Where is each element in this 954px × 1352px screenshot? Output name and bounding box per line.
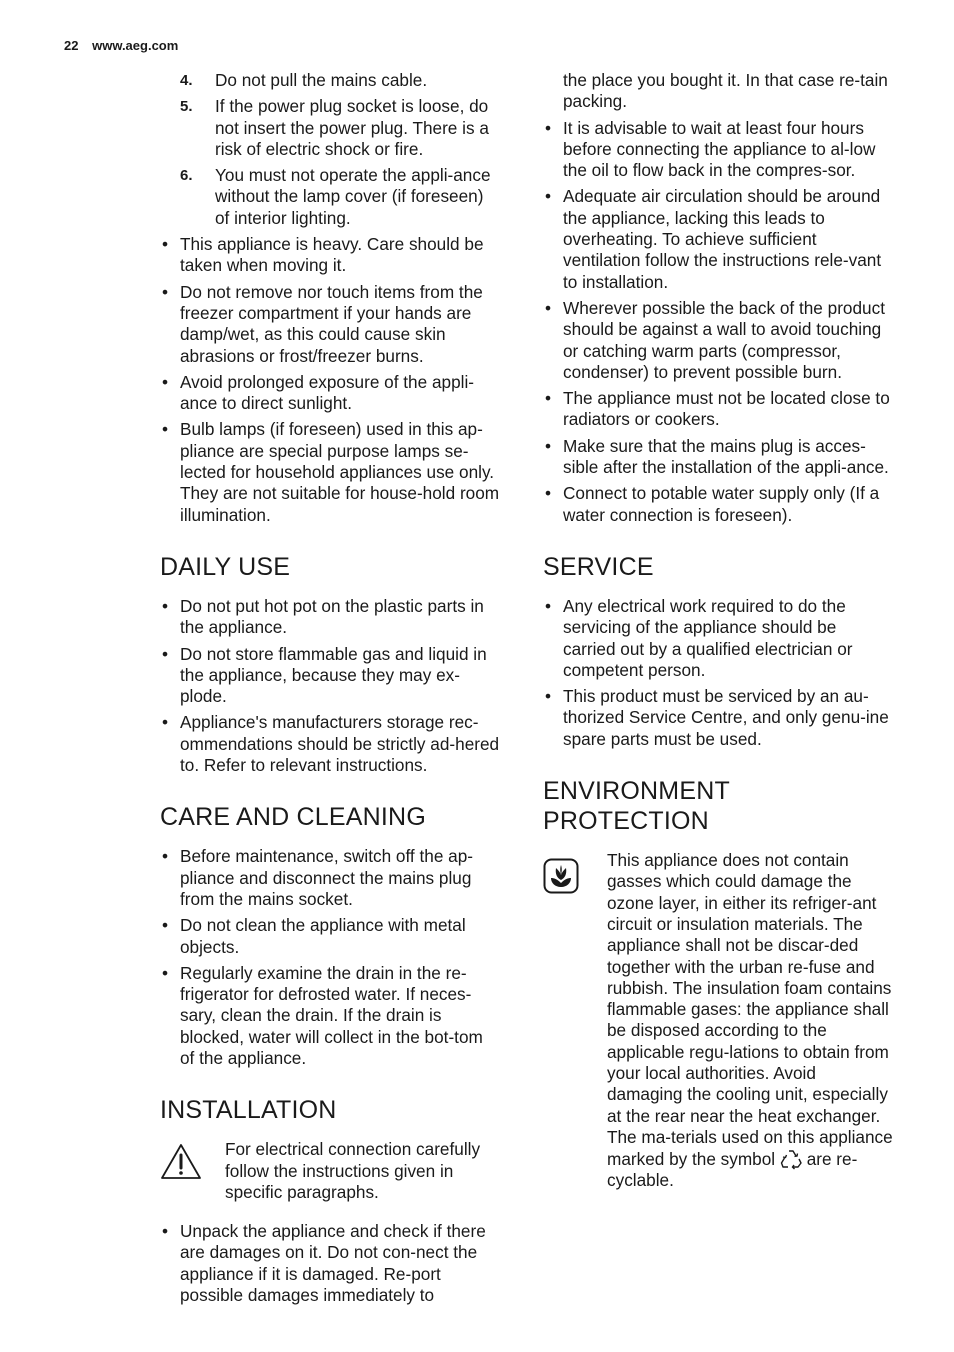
- environment-text-end: are re-cyclable.: [607, 1149, 858, 1191]
- numbered-item: 5. If the power plug socket is loose, do not insert the power plug. There is a risk of electric shock or fire.: [180, 96, 489, 159]
- recycle-icon: [780, 1148, 802, 1170]
- warning-triangle-icon: [160, 1143, 202, 1181]
- list-item: • Connect to potable water supply only (If a water connection is foreseen).: [543, 483, 893, 526]
- left-column: [160, 70, 500, 1311]
- page-header: [64, 38, 178, 53]
- environment-text: This appliance does not contain gasses which could damage the ozone layer, in either its refriger-ant circuit or insulation materials. The appliance shall not be discar-ded together with the urban re-fuse and rubbish. The insulation foam contains flammable gases: the appliance shall be disposed according to the applicable regu-lations to obtain from your local authorities. Avoid damaging the cooling unit, especially at the rear near the heat exchanger. The ma-terials used on this appliance marked by the symbol: [607, 850, 893, 1170]
- list-item: • Do not clean the appliance with metal objects.: [160, 915, 500, 958]
- list-item: • Avoid prolonged exposure of the appli-ance to direct sunlight.: [160, 372, 500, 415]
- list-item: • Do not store flammable gas and liquid in the appliance, because they may ex-plode.: [160, 644, 500, 708]
- list-item-continued: the place you bought it. In that case re-tain packing.: [563, 70, 888, 112]
- list-item: • Adequate air circulation should be around the appliance, lacking this leads to overheating. To achieve sufficient ventilation follow the instructions rele-vant to installation.: [543, 186, 893, 292]
- list-item: • Do not remove nor touch items from the freezer compartment if your hands are damp/wet, as this could cause skin abrasions or frost/freezer burns.: [160, 282, 500, 367]
- list-item: • The appliance must not be located close to radiators or cookers.: [543, 388, 893, 431]
- list-item: • Wherever possible the back of the product should be against a wall to avoid touching or catching warm parts (compressor, condenser) to prevent possible burn.: [543, 298, 893, 383]
- environment-note: [543, 850, 893, 1192]
- list-item: • Do not put hot pot on the plastic parts in the appliance.: [160, 596, 500, 639]
- environment-flower-icon: [543, 858, 579, 894]
- list-item: • This product must be serviced by an au-thorized Service Centre, and only genu-ine spare parts must be used.: [543, 686, 893, 750]
- numbered-item: 6. You must not operate the appli-ance without the lamp cover (if foreseen) of interior lighting.: [180, 165, 491, 228]
- list-item: • Appliance's manufacturers storage rec-ommendations should be strictly ad-hered to. Refer to relevant instructions.: [160, 712, 500, 776]
- service-list: [543, 596, 893, 750]
- list-item: • Bulb lamps (if foreseen) used in this ap-pliance are special purpose lamps se-lected for household appliances use only. They are not suitable for house-hold room illumination.: [160, 419, 500, 525]
- installation-warning: [160, 1139, 500, 1203]
- section-title-service: SERVICE: [543, 552, 654, 581]
- list-item: • It is advisable to wait at least four hours before connecting the appliance to al-low the oil to flow back in the compres-sor.: [543, 118, 893, 182]
- page-number: 22: [64, 38, 79, 53]
- section-title-installation: INSTALLATION: [160, 1096, 337, 1125]
- installation-list: [160, 1221, 500, 1306]
- list-item: • Regularly examine the drain in the re-frigerator for defrosted water. If neces-sary, clean the drain. If the drain is blocked, water will collect in the bot-tom of the appliance.: [160, 963, 500, 1069]
- section-title-environment-protection: ENVIRONMENT PROTECTION: [543, 777, 730, 836]
- list-item: • Make sure that the mains plug is acces-sible after the installation of the appli-ance.: [543, 436, 893, 479]
- section-title-daily-use: DAILY USE: [160, 552, 291, 581]
- list-item: • Unpack the appliance and check if there are damages on it. Do not con-nect the appliance if it is damaged. Re-port possible damages immediately to: [160, 1221, 500, 1306]
- care-list: [160, 846, 500, 1069]
- numbered-list: [160, 70, 500, 229]
- numbered-item: 4. Do not pull the mains cable.: [180, 70, 428, 90]
- list-item: • Any electrical work required to do the servicing of the appliance should be carried out by a qualified electrician or competent person.: [543, 596, 893, 681]
- installation-list-continued: [543, 70, 893, 526]
- list-item: • This appliance is heavy. Care should be taken when moving it.: [160, 234, 500, 277]
- right-column: [543, 70, 893, 1192]
- warning-text: For electrical connection carefully follow the instructions given in specific paragraphs.: [225, 1139, 481, 1202]
- safety-bullets: [160, 234, 500, 526]
- daily-use-list: [160, 596, 500, 776]
- list-item: • Before maintenance, switch off the ap-pliance and disconnect the mains plug from the mains socket.: [160, 846, 500, 910]
- site-url[interactable]: www.aeg.com: [92, 38, 179, 53]
- section-title-care-and-cleaning: CARE AND CLEANING: [160, 803, 426, 832]
